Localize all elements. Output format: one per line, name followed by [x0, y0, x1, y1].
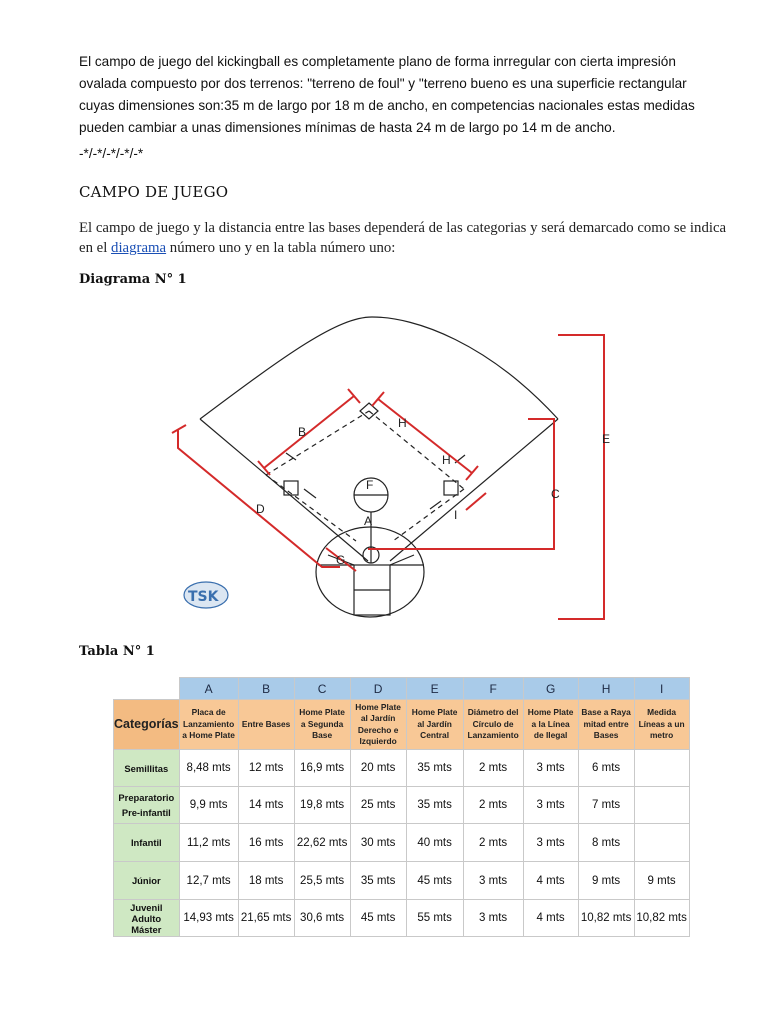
measure-h-tick	[466, 466, 478, 480]
table-cell: 12,7 mts	[179, 862, 238, 900]
table-column-header	[634, 700, 689, 750]
table-cell: 9 mts	[578, 862, 634, 900]
header-line: mitad entre	[583, 718, 629, 729]
table-column-header	[294, 700, 350, 750]
header-line: Lanzamiento	[467, 730, 519, 741]
table-cell: 2 mts	[463, 824, 523, 862]
category-cell	[114, 824, 180, 862]
field-diagram	[168, 303, 634, 625]
box-line-right	[390, 555, 414, 565]
table-column-header	[179, 700, 238, 750]
table-row	[114, 824, 690, 862]
label-a: A	[364, 514, 373, 528]
table-cell: 16 mts	[238, 824, 294, 862]
field-description-paragraph	[79, 218, 729, 258]
table-cell: 4 mts	[523, 900, 578, 937]
header-line: a Home Plate	[182, 730, 235, 741]
table-col-letter: E	[406, 678, 463, 700]
table-row	[114, 862, 690, 900]
table-letter-row	[114, 678, 690, 700]
table-cell: 3 mts	[523, 750, 578, 787]
table-row	[114, 750, 690, 787]
table-col-letter: C	[294, 678, 350, 700]
category-line: Máster	[131, 923, 162, 935]
header-line: Izquierdo	[359, 736, 397, 746]
table-cell: 55 mts	[406, 900, 463, 937]
logo-text: TSK	[188, 589, 219, 605]
table-cell: 12 mts	[238, 750, 294, 787]
table-cell: 20 mts	[350, 750, 406, 787]
table-cell: 3 mts	[463, 900, 523, 937]
table-col-letter: D	[350, 678, 406, 700]
first-to-second-baseline	[266, 411, 369, 475]
table-column-header	[523, 700, 578, 750]
table-col-letter: H	[578, 678, 634, 700]
table-column-header	[463, 700, 523, 750]
table-cell: 3 mts	[463, 862, 523, 900]
table-column-header	[406, 700, 463, 750]
header-line: Home Plate	[527, 707, 574, 718]
category-cell	[114, 900, 180, 937]
diagram-caption: Diagrama N° 1	[79, 272, 187, 287]
table-cell: 9,9 mts	[179, 787, 238, 824]
table-cell: 2 mts	[463, 750, 523, 787]
header-line: al Jardín	[417, 718, 452, 729]
header-line: Entre Bases	[241, 718, 291, 729]
table-caption: Tabla N° 1	[79, 644, 155, 659]
category-line: Infantil	[130, 837, 162, 848]
table-cell: 16,9 mts	[294, 750, 350, 787]
line-marker	[304, 489, 316, 498]
table-header-row	[114, 700, 690, 750]
category-cell	[114, 787, 180, 824]
second-to-third-baseline	[369, 411, 464, 489]
table-cell: 35 mts	[406, 750, 463, 787]
tsk-logo	[184, 582, 228, 608]
category-line: Adulto	[131, 912, 162, 924]
header-line: Lanzamiento	[183, 718, 235, 729]
table-corner-cell	[114, 678, 180, 700]
table-cell: 19,8 mts	[294, 787, 350, 824]
table-cell: 30 mts	[350, 824, 406, 862]
table-cell: 25 mts	[350, 787, 406, 824]
dimensions-table	[113, 677, 690, 937]
table-cell: 9 mts	[634, 862, 689, 900]
table-cell: 7 mts	[578, 787, 634, 824]
table-row	[114, 900, 690, 937]
category-line: Semillitas	[124, 762, 169, 774]
paragraph-text-start: El campo de juego y la distancia entre las bases dependerá de las categorias y será demarcado como se indica en el	[79, 220, 727, 256]
header-line: a la Línea	[531, 718, 570, 729]
header-line: a Segunda	[300, 718, 344, 729]
table-cell: 18 mts	[238, 862, 294, 900]
measure-b	[264, 396, 354, 468]
category-line: Pre-infantil	[121, 807, 171, 818]
table-cell: 11,2 mts	[179, 824, 238, 862]
measure-e	[558, 335, 604, 619]
table-col-letter: A	[179, 678, 238, 700]
table-cell: 8,48 mts	[179, 750, 238, 787]
table-cell: 25,5 mts	[294, 862, 350, 900]
measure-h	[378, 399, 472, 473]
table-cell: 2 mts	[463, 787, 523, 824]
table-column-header	[578, 700, 634, 750]
section-heading: CAMPO DE JUEGO	[79, 183, 229, 201]
header-line: Home Plate	[355, 701, 401, 712]
table-col-letter: B	[238, 678, 294, 700]
table-cell: 10,82 mts	[578, 900, 634, 937]
header-line: Líneas a un	[638, 718, 685, 729]
table-cell: 22,62 mts	[294, 824, 350, 862]
category-line: Juvenil	[130, 901, 163, 913]
table-cell: 3 mts	[523, 824, 578, 862]
measure-c	[368, 419, 554, 549]
header-line: metro	[649, 730, 674, 741]
header-line: Base	[312, 730, 333, 741]
header-line: Círculo de	[472, 718, 514, 729]
field-outline	[200, 317, 558, 617]
separator-text: -*/-*/-*/-*/-*	[79, 146, 144, 161]
table-cell: 6 mts	[578, 750, 634, 787]
table-cell: 14 mts	[238, 787, 294, 824]
category-cell	[114, 750, 180, 787]
measure-i	[466, 493, 486, 510]
category-line: Preparatorio	[118, 792, 175, 803]
table-cell	[634, 787, 689, 824]
category-header: Categorías	[114, 700, 180, 750]
label-h-upper: H	[398, 416, 407, 430]
measure-b-tick	[348, 389, 360, 403]
intro-paragraph: El campo de juego del kickingball es completamente plano de forma inrregular con cierta impresión ovalada compuesto por dos terrenos: "terreno de foul" y "terreno bueno es una superficie rectangular cuyas dimensiones son:35 m de largo por 18 m de ancho, en competencias nacionales estas medidas pueden cambiar a unas dimensiones mínimas de hasta 24 m de largo po 14 m de ancho.	[79, 54, 695, 135]
table-cell	[634, 824, 689, 862]
diagram-link[interactable]: diagrama	[111, 240, 167, 256]
header-line: Bases	[593, 730, 619, 741]
header-line: Diámetro del	[467, 707, 519, 718]
label-g: G	[336, 553, 346, 567]
table-cell: 45 mts	[350, 900, 406, 937]
header-line: Central	[420, 730, 450, 741]
header-line: Derecho e	[357, 724, 399, 735]
table-column-header	[350, 700, 406, 750]
home-circle	[316, 527, 424, 617]
table-col-letter: I	[634, 678, 689, 700]
table-column-header	[238, 700, 294, 750]
table-cell: 4 mts	[523, 862, 578, 900]
measurement-lines	[172, 335, 604, 619]
table-cell: 35 mts	[350, 862, 406, 900]
header-line: Home Plate	[299, 707, 345, 718]
label-h-lower: H	[442, 453, 451, 467]
table-cell: 40 mts	[406, 824, 463, 862]
header-line: Base a Raya	[581, 707, 631, 718]
right-foul-line	[390, 419, 558, 561]
table-col-letter: G	[523, 678, 578, 700]
paragraph-text-end: número uno y en la tabla número uno:	[166, 240, 396, 256]
table-cell: 21,65 mts	[238, 900, 294, 937]
label-c: C	[551, 487, 560, 501]
line-marker	[430, 501, 441, 509]
label-i: I	[454, 508, 458, 522]
table-cell: 8 mts	[578, 824, 634, 862]
table-cell: 14,93 mts	[179, 900, 238, 937]
table-row	[114, 787, 690, 824]
label-b: B	[298, 425, 307, 439]
table-cell: 10,82 mts	[634, 900, 689, 937]
category-cell	[114, 862, 180, 900]
table-cell: 45 mts	[406, 862, 463, 900]
header-line: Placa de	[191, 707, 226, 718]
label-e: E	[602, 432, 611, 446]
category-line: Júnior	[131, 875, 161, 886]
table-cell: 35 mts	[406, 787, 463, 824]
table-cell: 3 mts	[523, 787, 578, 824]
measure-h-tick	[372, 392, 384, 406]
label-d: D	[256, 502, 265, 516]
header-line: Medida	[647, 707, 677, 718]
label-f: F	[366, 478, 374, 492]
table-cell	[634, 750, 689, 787]
table-cell: 30,6 mts	[294, 900, 350, 937]
table-col-letter: F	[463, 678, 523, 700]
header-line: de Ilegal	[533, 730, 568, 741]
header-line: al Jardín	[360, 713, 396, 723]
outfield-arc	[200, 317, 558, 419]
header-line: Home Plate	[411, 707, 458, 718]
